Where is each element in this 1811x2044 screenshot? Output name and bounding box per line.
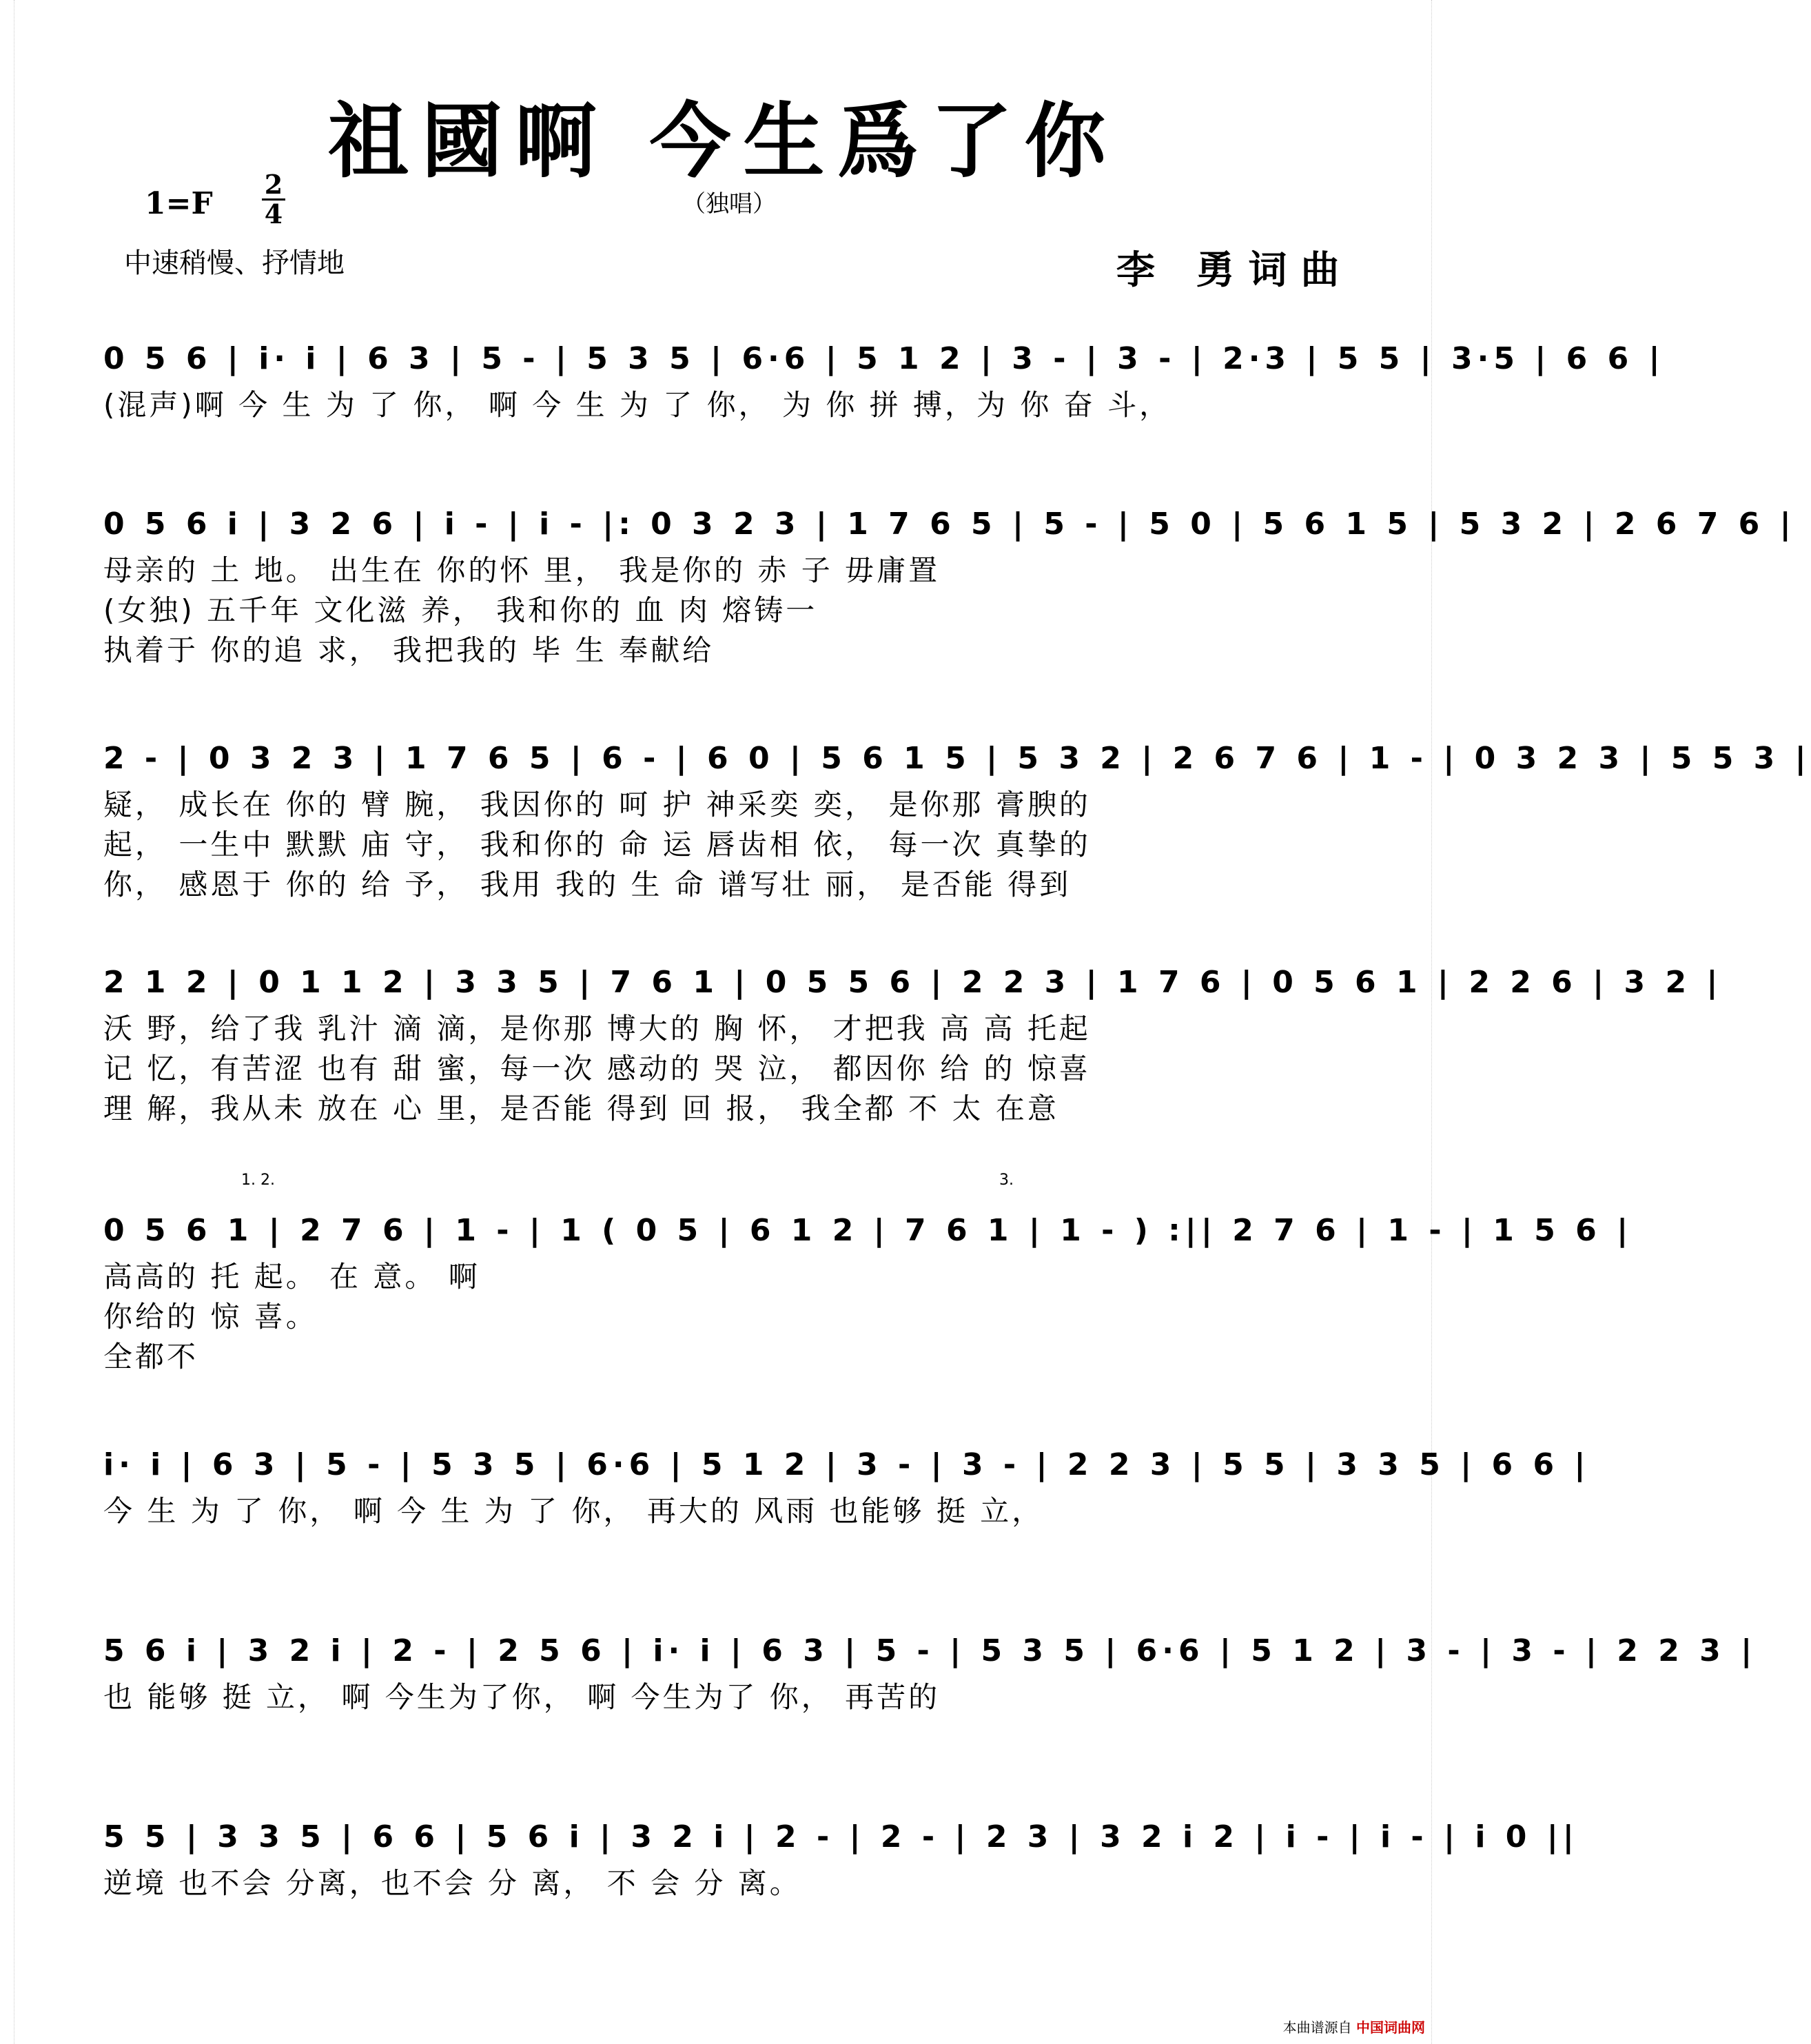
notation-line bbox=[103, 720, 1811, 782]
meter-bottom: 4 bbox=[264, 198, 283, 229]
lyric-line: 疑， 成长在 你的 臂 腕， 我因你的 呵 护 神采奕 奕， 是你那 膏腴的 bbox=[103, 788, 1091, 821]
notation-text: 0 5 6 | i· i | 6 3 | 5 - | 5 3 5 | 6·6 | 5 1 2 | 3 - | 3 - | 2·3 | 5 5 | 3·5 | 6 6 | bbox=[103, 341, 1665, 376]
notation-text: 2 1 2 | 0 1 1 2 | 3 3 5 | 7 6 1 | 0 5 5 6 | 2 2 3 | 1 7 6 | 0 5 6 1 | 2 2 6 | 3 2 | bbox=[103, 965, 1723, 1000]
score-system-7 bbox=[103, 1613, 1757, 1715]
notation-text: 0 5 6 1 | 2 7 6 | 1 - | 1 ( 0 5 | 6 1 2 | 7 6 1 | 1 - ) :|| 2 7 6 | 1 - | 1 5 6 | bbox=[103, 1213, 1633, 1248]
tempo-marking: 中速稍慢、抒情地 bbox=[124, 247, 345, 279]
source-footer bbox=[1283, 2016, 1425, 2036]
song-title: 祖國啊 今生爲了你 bbox=[327, 93, 1118, 189]
lyric-line: 你给的 惊 喜。 bbox=[103, 1300, 318, 1333]
lyric-line: 逆境 也不会 分离，也不会 分 离， 不 会 分 离。 bbox=[103, 1866, 801, 1900]
notation-text: 5 6 i | 3 2 i | 2 - | 2 5 6 | i· i | 6 3 | 5 - | 5 3 5 | 6·6 | 5 1 2 | 3 - | 3 - | 2 2 3 | bbox=[103, 1633, 1757, 1668]
score-system-1 bbox=[103, 320, 1665, 422]
notation-text: i· i | 6 3 | 5 - | 5 3 5 | 6·6 | 5 1 2 | 3 - | 3 - | 2 2 3 | 5 5 | 3 3 5 | 6 6 | bbox=[103, 1447, 1590, 1482]
score-system-8 bbox=[103, 1799, 1579, 1901]
lyric-line: 今 生 为 了 你， 啊 今 生 为 了 你， 再大的 风雨 也能够 挺 立， bbox=[103, 1494, 1044, 1528]
notation-line bbox=[103, 320, 1665, 382]
score-system-6 bbox=[103, 1427, 1590, 1529]
lyric-line: 也 能够 挺 立， 啊 今生为了你， 啊 今生为了 你， 再苦的 bbox=[103, 1680, 941, 1714]
notation-line bbox=[103, 1799, 1579, 1861]
notation-line bbox=[103, 486, 1796, 548]
lyric-line: 你， 感恩于 你的 给 予， 我用 我的 生 命 谱写壮 丽， 是否能 得到 bbox=[103, 868, 1072, 901]
meter-top: 2 bbox=[264, 169, 283, 200]
notation-text: 0 5 6 i | 3 2 6 | i - | i - |: 0 3 2 3 | 1 7 6 5 | 5 - | 5 0 | 5 6 1 5 | 5 3 2 | 2 6 7 6 | bbox=[103, 507, 1796, 542]
volta-1-2: 1. 2. bbox=[241, 1172, 275, 1189]
notation-text: 5 5 | 3 3 5 | 6 6 | 5 6 i | 3 2 i | 2 - | 2 - | 2 3 | 3 2 i 2 | i - | i - | i 0 || bbox=[103, 1819, 1579, 1854]
notation-line bbox=[103, 1427, 1590, 1489]
lyric-line: (混声)啊 今 生 为 了 你， 啊 今 生 为 了 你， 为 你 拼 搏，为 你 奋 斗， bbox=[103, 388, 1171, 422]
lyric-line: 执着于 你的追 求， 我把我的 毕 生 奉献给 bbox=[103, 633, 715, 667]
key-signature: 1=F bbox=[145, 186, 213, 221]
lyric-line: 理 解，我从未 放在 心 里，是否能 得到 回 报， 我全都 不 太 在意 bbox=[103, 1092, 1059, 1125]
lyric-line: 沃 野，给了我 乳汁 滴 滴，是你那 博大的 胸 怀， 才把我 高 高 托起 bbox=[103, 1012, 1091, 1045]
notation-line bbox=[103, 1192, 1633, 1254]
lyric-line: 记 忆，有苦涩 也有 甜 蜜，每一次 感动的 哭 泣， 都因你 给 的 惊喜 bbox=[103, 1052, 1091, 1085]
notation-line bbox=[103, 1613, 1757, 1675]
notation-line bbox=[103, 944, 1723, 1006]
lyric-line: 高高的 托 起。 在 意。 啊 bbox=[103, 1260, 480, 1294]
composer-credit: 李 勇词曲 bbox=[1116, 248, 1353, 293]
score-system-4 bbox=[103, 944, 1723, 1126]
score-system-5 bbox=[103, 1172, 1633, 1374]
time-signature bbox=[262, 171, 285, 228]
score-system-2 bbox=[103, 486, 1796, 668]
lyric-line: 起， 一生中 默默 庙 守， 我和你的 命 运 唇齿相 依， 每一次 真挚的 bbox=[103, 828, 1091, 861]
source-site-link[interactable]: 中国词曲网 bbox=[1356, 2019, 1425, 2036]
right-margin-marks bbox=[1431, 0, 1446, 2044]
left-margin-marks bbox=[0, 0, 14, 2044]
lyric-line: (女独) 五千年 文化滋 养， 我和你的 血 肉 熔铸一 bbox=[103, 593, 818, 627]
volta-3: 3. bbox=[999, 1172, 1014, 1189]
source-label: 本曲谱源自 bbox=[1282, 2019, 1352, 2036]
song-subtitle: （独唱） bbox=[682, 190, 776, 218]
notation-text: 2 - | 0 3 2 3 | 1 7 6 5 | 6 - | 6 0 | 5 6 1 5 | 5 3 2 | 2 6 7 6 | 1 - | 0 3 2 3 | 5 5 3 | bbox=[103, 741, 1811, 776]
lyric-line: 母亲的 土 地。 出生在 你的怀 里， 我是你的 赤 子 毋庸置 bbox=[103, 553, 941, 587]
score-system-3 bbox=[103, 720, 1811, 902]
lyric-line: 全都不 bbox=[103, 1340, 199, 1373]
